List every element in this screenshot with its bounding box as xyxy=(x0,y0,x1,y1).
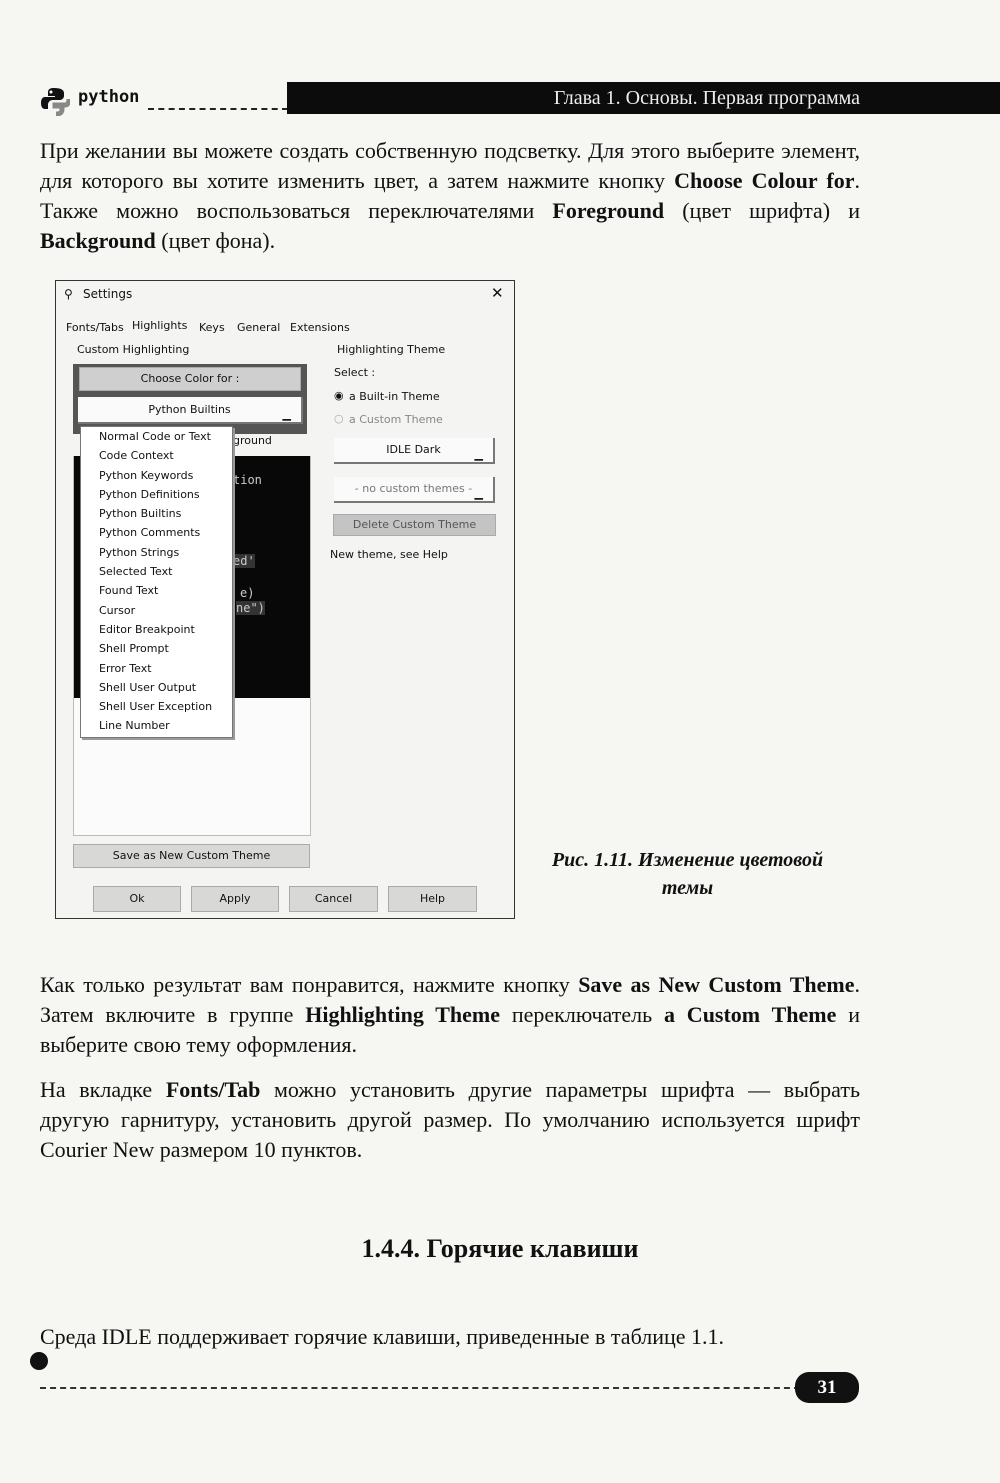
text: можно установить другие параметры шрифта — выбрать другую гарнитуру, установить другой размер. По умолчанию используется шрифт Courier New размером 10 пунктов. xyxy=(40,1077,860,1162)
menu-item[interactable]: Error Text xyxy=(99,661,152,675)
delete-custom-theme-button[interactable]: Delete Custom Theme xyxy=(333,514,496,536)
cancel-button[interactable]: Cancel xyxy=(289,886,378,912)
tab-general[interactable]: General xyxy=(237,321,281,334)
dropdown-arrow-icon: ▁ xyxy=(282,408,291,421)
bold-term: Foreground xyxy=(552,198,665,223)
menu-item[interactable]: Shell Prompt xyxy=(99,642,169,656)
close-icon[interactable]: ✕ xyxy=(491,284,504,302)
menu-item[interactable]: Python Comments xyxy=(99,526,201,540)
footer-bullet xyxy=(30,1352,48,1370)
paragraph-2 xyxy=(40,970,860,1060)
text: переключатель xyxy=(500,1002,664,1027)
code-fragment: tion xyxy=(233,473,262,487)
save-new-theme-button[interactable]: Save as New Custom Theme xyxy=(73,844,310,868)
menu-item[interactable]: Found Text xyxy=(99,584,159,598)
choose-color-button[interactable]: Choose Color for : xyxy=(79,367,301,391)
ok-button[interactable]: Ok xyxy=(93,886,181,912)
code-fragment: ed' xyxy=(233,554,255,568)
text: Как только результат вам понравится, нажмите кнопку xyxy=(40,972,579,997)
paragraph-3 xyxy=(40,1075,860,1165)
menu-item[interactable]: Cursor xyxy=(99,603,136,617)
section-heading: 1.4.4. Горячие клавиши xyxy=(361,1234,639,1263)
bold-term: Highlighting Theme xyxy=(305,1002,501,1027)
paragraph-1 xyxy=(40,136,860,256)
code-fragment: ne") xyxy=(236,601,265,615)
radio-custom-label[interactable]: a Custom Theme xyxy=(349,413,443,426)
builtin-theme-value: IDLE Dark xyxy=(386,443,441,456)
text: и выберите свою тему оформления. xyxy=(40,1002,860,1057)
menu-item[interactable]: Python Definitions xyxy=(99,487,200,501)
foreground-background-fragment: ground xyxy=(233,434,272,447)
element-select[interactable] xyxy=(78,397,303,424)
menu-item[interactable]: Editor Breakpoint xyxy=(99,622,195,636)
menu-item[interactable]: Line Number xyxy=(99,719,170,733)
menu-item[interactable]: Normal Code or Text xyxy=(99,430,211,443)
menu-item[interactable]: Selected Text xyxy=(99,565,173,579)
radio-builtin-icon[interactable]: ◉ xyxy=(334,389,344,402)
python-logo-icon xyxy=(40,86,70,116)
bold-term: Background xyxy=(40,228,156,253)
builtin-theme-select[interactable] xyxy=(334,438,495,464)
text: На вкладке xyxy=(40,1077,166,1102)
text: (цвет фона). xyxy=(155,228,276,253)
bold-term: Fonts/Tab xyxy=(165,1077,261,1102)
select-label: Select : xyxy=(334,366,376,379)
dialog-title: Settings xyxy=(83,287,133,301)
help-note: New theme, see Help xyxy=(330,548,448,561)
tab-fonts-tabs[interactable]: Fonts/Tabs xyxy=(66,321,124,334)
tab-keys[interactable]: Keys xyxy=(199,321,225,334)
chapter-header: Глава 1. Основы. Первая программа xyxy=(287,82,1000,114)
paragraph-4: Среда IDLE поддерживает горячие клавиши, приведенные в таблице 1.1. xyxy=(40,1324,725,1349)
footer-divider xyxy=(40,1387,800,1389)
highlighting-theme-label: Highlighting Theme xyxy=(337,343,446,356)
bold-term: Choose Colour for xyxy=(674,168,855,193)
menu-item[interactable]: Shell User Output xyxy=(99,680,197,694)
text: (цвет шрифта) и xyxy=(664,198,860,223)
text: . Затем включите в группе xyxy=(40,972,860,1027)
logo-text: python xyxy=(78,87,140,107)
bold-term: a Custom Theme xyxy=(663,1002,837,1027)
help-button[interactable]: Help xyxy=(388,886,477,912)
apply-button[interactable]: Apply xyxy=(191,886,279,912)
menu-item[interactable]: Python Strings xyxy=(99,545,180,559)
bold-term: Save as New Custom Theme xyxy=(578,972,855,997)
tab-highlights[interactable]: Highlights xyxy=(132,319,188,332)
menu-item[interactable]: Shell User Exception xyxy=(99,700,213,714)
menu-item[interactable]: Code Context xyxy=(99,449,174,463)
element-dropdown-menu xyxy=(80,426,233,738)
text: При желании вы можете создать собственную подсветку. Для этого выберите элемент, для которого вы хотите изменить цвет, а затем нажмите кнопку xyxy=(40,138,860,193)
element-select-value: Python Builtins xyxy=(148,403,231,416)
tab-extensions[interactable]: Extensions xyxy=(290,321,350,334)
app-icon: ⚲ xyxy=(64,287,73,301)
text: . Также можно воспользоваться переключателями xyxy=(40,168,860,223)
header-divider xyxy=(148,108,288,110)
menu-item[interactable]: Python Keywords xyxy=(99,468,194,482)
custom-theme-select[interactable] xyxy=(334,477,495,503)
dropdown-arrow-icon: ▁ xyxy=(474,448,483,461)
page-number: 31 xyxy=(795,1372,859,1403)
radio-custom-icon[interactable]: ○ xyxy=(334,412,344,425)
custom-theme-value: - no custom themes - xyxy=(354,482,473,495)
figure-caption: Рис. 1.11. Изменение цветовой темы xyxy=(551,849,824,899)
radio-builtin-label[interactable]: a Built-in Theme xyxy=(349,390,440,403)
code-fragment: e) xyxy=(240,586,255,600)
menu-item[interactable]: Python Builtins xyxy=(99,507,182,521)
settings-dialog-figure xyxy=(55,280,515,919)
custom-highlighting-label: Custom Highlighting xyxy=(77,343,190,356)
dropdown-arrow-icon: ▁ xyxy=(474,487,483,500)
